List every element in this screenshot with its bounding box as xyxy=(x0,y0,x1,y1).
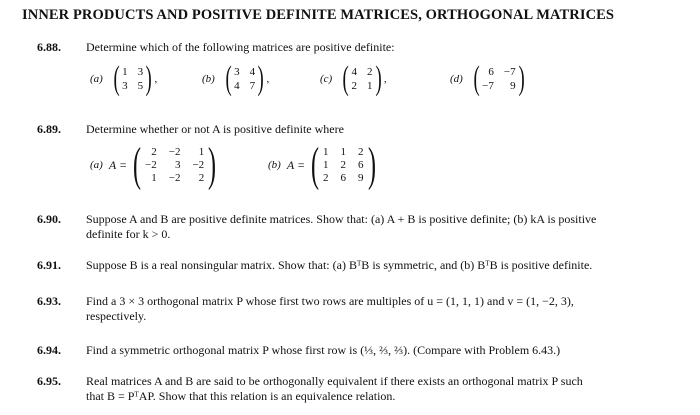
problem-number: 6.90. xyxy=(37,212,61,226)
problem-text: Find a symmetric orthogonal matrix P whose first row is (⅓, ⅔, ⅔). (Compare with Problem 6.43.) xyxy=(86,343,561,357)
matrix-cell: 2 xyxy=(151,146,157,158)
matrix-688 xyxy=(202,62,269,96)
matrix-cell: −2 xyxy=(168,172,181,184)
left-paren: ( xyxy=(133,138,142,191)
problem-text: Real matrices A and B are said to be orthogonally equivalent if there exists an orthogonal matrix P such xyxy=(86,374,583,388)
comma: , xyxy=(383,73,387,85)
matrix-688 xyxy=(90,62,157,96)
problem-number: 6.88. xyxy=(37,40,61,54)
matrix-cell: 2 xyxy=(340,159,347,171)
matrix-cells xyxy=(122,66,143,92)
problem-number: 6.95. xyxy=(37,374,61,388)
left-paren: ( xyxy=(473,60,480,97)
matrix-cell: 1 xyxy=(198,146,205,158)
matrix-cell: 9 xyxy=(358,172,364,184)
matrix-cell: −7 xyxy=(482,80,494,92)
matrix-cells xyxy=(234,66,255,92)
problem-text: Suppose B is a real nonsingular matrix. Show that: (a) BᵀB is symmetric, and (b) BᵀB is positive definite. xyxy=(86,258,593,272)
matrix-label: (a) xyxy=(90,159,103,171)
matrix-label: (b) xyxy=(268,159,281,171)
matrix-lhs: A = xyxy=(108,157,128,172)
matrix-cell: 3 xyxy=(122,80,128,92)
matrix-689 xyxy=(90,138,220,191)
problem-number: 6.91. xyxy=(37,258,61,272)
matrix-label: (d) xyxy=(450,73,463,85)
problem-number: 6.89. xyxy=(37,122,61,136)
matrix-cell: −2 xyxy=(145,159,157,171)
matrix-cell: 6 xyxy=(488,66,494,78)
matrix-cells xyxy=(352,66,373,92)
matrix-688 xyxy=(450,62,527,96)
matrix-lhs: A = xyxy=(286,157,306,172)
matrix-cell: −2 xyxy=(192,159,205,171)
left-paren: ( xyxy=(225,60,232,97)
right-paren: ) xyxy=(257,60,264,97)
right-paren: ) xyxy=(375,60,382,97)
comma: , xyxy=(266,73,270,85)
left-paren: ( xyxy=(311,138,320,191)
matrix-cell: 3 xyxy=(234,66,240,78)
matrix-label: (a) xyxy=(90,73,103,85)
matrix-cell: 6 xyxy=(340,172,347,184)
right-paren: ) xyxy=(518,60,525,97)
matrix-cells xyxy=(323,146,364,184)
matrix-cell: 7 xyxy=(249,80,256,92)
problem-number: 6.94. xyxy=(37,343,61,357)
matrix-cell: 4 xyxy=(351,66,358,78)
matrix-cell: 5 xyxy=(137,80,144,92)
problem-text: Determine whether or not A is positive definite where xyxy=(86,122,344,136)
problem-text: Determine which of the following matrices are positive definite: xyxy=(86,40,395,54)
matrix-label: (b) xyxy=(202,73,215,85)
matrix-cell: 1 xyxy=(122,66,128,78)
matrix-cell: 1 xyxy=(151,172,157,184)
matrix-cell: 2 xyxy=(367,66,373,78)
matrix-cell: 9 xyxy=(510,80,516,92)
matrix-cell: 2 xyxy=(198,172,205,184)
left-paren: ( xyxy=(113,60,120,97)
left-paren: ( xyxy=(342,60,349,97)
matrix-cell: 1 xyxy=(323,159,329,171)
page-title: INNER PRODUCTS AND POSITIVE DEFINITE MATRICES, ORTHOGONAL MATRICES xyxy=(22,7,615,23)
problem-text: Suppose A and B are positive definite matrices. Show that: (a) A + B is positive definite; (b) kA is positive xyxy=(86,212,597,226)
matrix-cell: 6 xyxy=(358,159,364,171)
matrix-cell: −7 xyxy=(503,66,516,78)
matrix-cells xyxy=(482,66,515,92)
matrix-cell: 3 xyxy=(174,159,181,171)
matrix-cell: 1 xyxy=(340,146,347,158)
problem-text: that B = PᵀAP. Show that this relation is an equivalence relation. xyxy=(86,389,396,403)
matrix-cell: 4 xyxy=(234,80,240,92)
matrix-cell: 2 xyxy=(358,146,364,158)
matrix-cell: 4 xyxy=(249,66,256,78)
matrix-cell: 2 xyxy=(351,80,358,92)
matrix-689 xyxy=(268,138,380,191)
right-paren: ) xyxy=(367,138,376,191)
matrix-688 xyxy=(320,62,387,96)
comma: , xyxy=(154,73,158,85)
right-paren: ) xyxy=(208,138,217,191)
matrix-cell: 3 xyxy=(137,66,144,78)
matrix-label: (c) xyxy=(320,73,333,85)
problem-text: definite for k > 0. xyxy=(86,227,171,241)
problem-number: 6.93. xyxy=(37,294,61,308)
right-paren: ) xyxy=(145,60,152,97)
matrix-cell: 1 xyxy=(367,80,373,92)
matrix-cell: −2 xyxy=(168,146,181,158)
problem-text: respectively. xyxy=(86,309,147,323)
matrix-cells xyxy=(145,146,204,184)
matrix-cell: 2 xyxy=(323,172,329,184)
problem-text: Find a 3 × 3 orthogonal matrix P whose first two rows are multiples of u = (1, 1, 1) and v = (1, −2, 3), xyxy=(86,294,574,308)
matrix-cell: 1 xyxy=(323,146,329,158)
